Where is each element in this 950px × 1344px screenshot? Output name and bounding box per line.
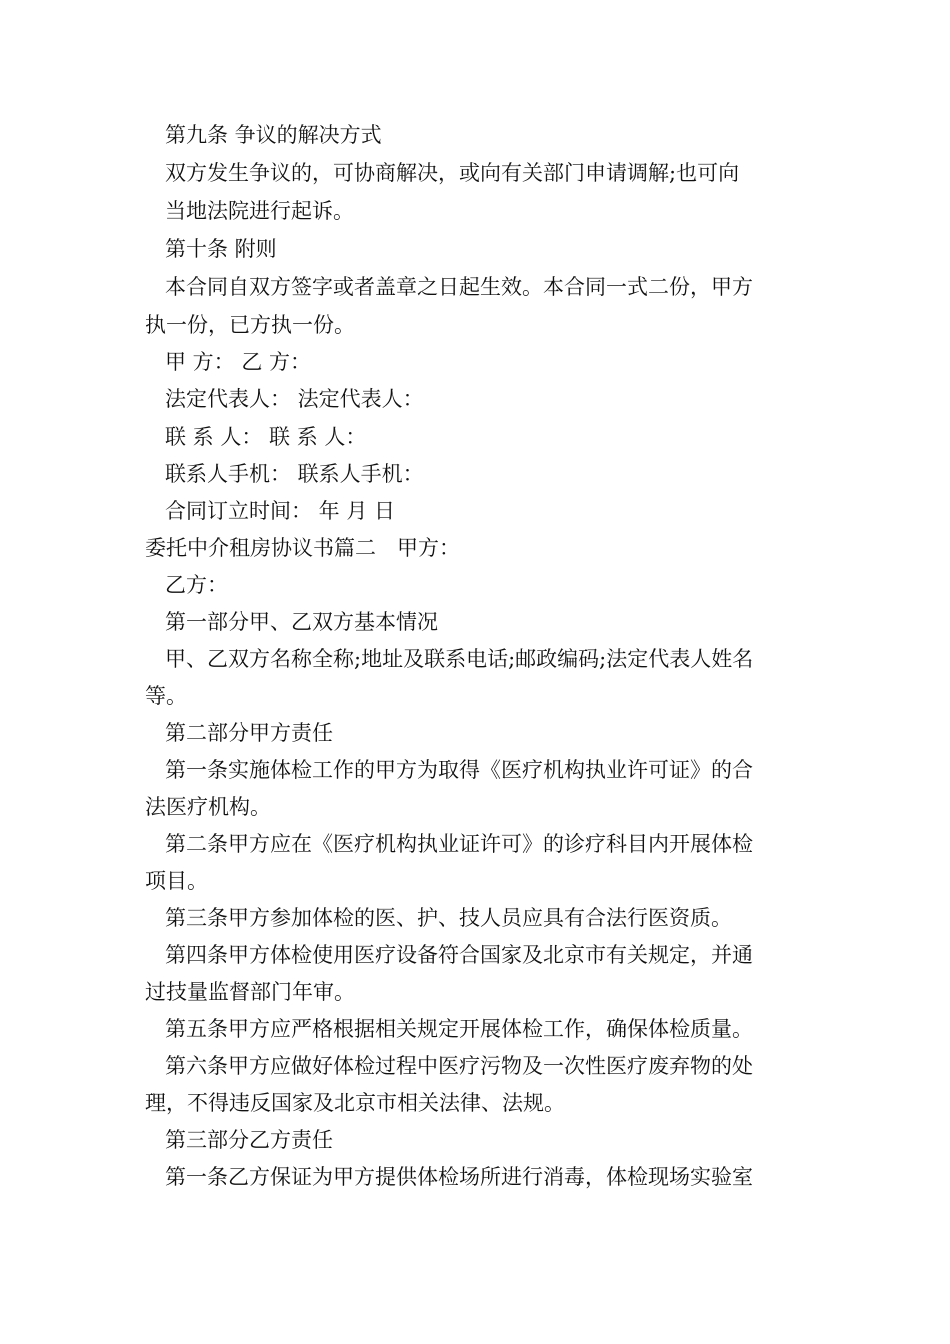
- text-line: 等。: [145, 684, 187, 708]
- text-line: 甲、乙双方名称全称;地址及联系电话;邮政编码;法定代表人姓名: [165, 647, 754, 671]
- text-line: 过技量监督部门年审。: [145, 980, 355, 1004]
- text-line: 甲 方： 乙 方：: [165, 350, 312, 374]
- text-line: 第九条 争议的解决方式: [165, 123, 382, 147]
- text-line: 理，不得违反国家及北京市相关法律、法规。: [145, 1091, 565, 1115]
- text-line: 第一条乙方保证为甲方提供体检场所进行消毒，体检现场实验室: [165, 1165, 753, 1189]
- text-line: 第二条甲方应在《医疗机构执业证许可》的诊疗科目内开展体检: [165, 832, 753, 856]
- text-line: 第四条甲方体检使用医疗设备符合国家及北京市有关规定，并通: [165, 943, 753, 967]
- text-line: 本合同自双方签字或者盖章之日起生效。本合同一式二份，甲方: [165, 275, 753, 299]
- text-line: 执一份，已方执一份。: [145, 313, 355, 337]
- text-line: 联 系 人： 联 系 人：: [165, 425, 367, 449]
- text-line: 第十条 附则: [165, 237, 277, 261]
- text-line: 乙方：: [165, 573, 228, 597]
- text-line: 第六条甲方应做好体检过程中医疗污物及一次性医疗废弃物的处: [165, 1054, 753, 1078]
- text-line: 法医疗机构。: [145, 795, 271, 819]
- text-line: 第五条甲方应严格根据相关规定开展体检工作，确保体检质量。: [165, 1017, 753, 1041]
- text-line: 第一部分甲、乙双方基本情况: [165, 610, 438, 634]
- text-line: 合同订立时间： 年 月 日: [165, 499, 396, 523]
- text-line: 第二部分甲方责任: [165, 721, 333, 745]
- text-line: 当地法院进行起诉。: [165, 199, 354, 223]
- text-line: 双方发生争议的，可协商解决，或向有关部门申请调解;也可向: [165, 161, 740, 185]
- text-line: 联系人手机： 联系人手机：: [165, 462, 424, 486]
- text-line: 项目。: [145, 869, 208, 893]
- text-line: 法定代表人： 法定代表人：: [165, 387, 424, 411]
- text-line: 第三条甲方参加体检的医、护、技人员应具有合法行医资质。: [165, 906, 732, 930]
- text-line: 委托中介租房协议书篇二 甲方：: [145, 536, 460, 560]
- text-line: 第一条实施体检工作的甲方为取得《医疗机构执业许可证》的合: [165, 758, 753, 782]
- text-line: 第三部分乙方责任: [165, 1128, 333, 1152]
